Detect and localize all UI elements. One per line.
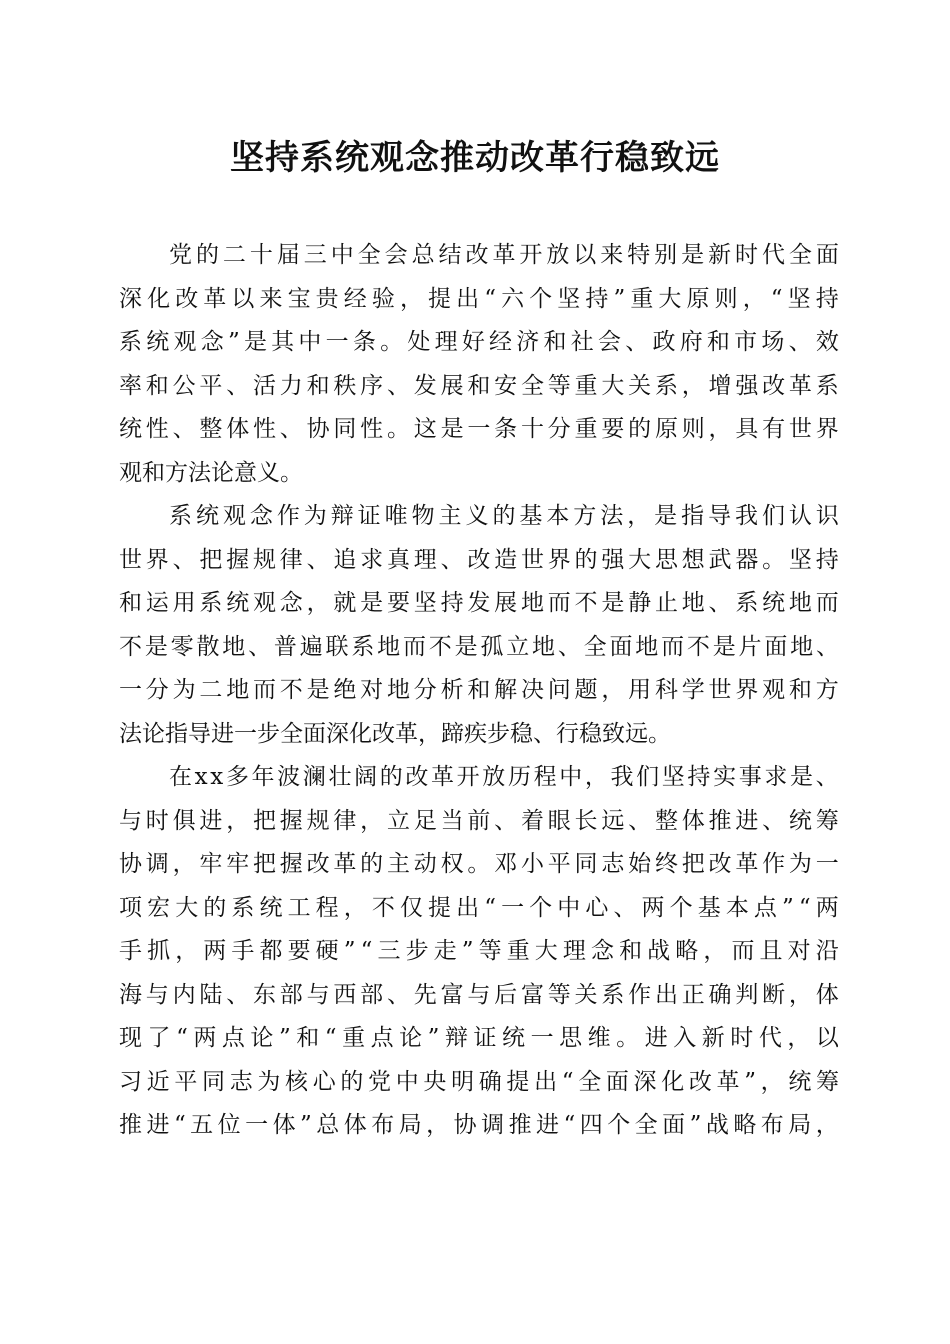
document-title: 坚持系统观念推动改革行稳致远 <box>230 138 720 178</box>
paragraph-3-line-2: 与 时 俱 进 ， 把 握 规 律 ， 立 足 当 前 、 着 眼 长 远 、 整 体 推 进 、 统 筹 <box>119 807 839 834</box>
paragraph-3-line-5: 手 抓 ， 两 手 都 要 硬 ” “ 三 步 走 ” 等 重 大 理 念 和 战 略 ， 而 且 对 沿 <box>119 938 839 964</box>
paragraph-2-line-3: 和 运 用 系 统 观 念 ， 就 是 要 坚 持 发 展 地 而 不 是 静 止 地 、 系 统 地 而 <box>119 590 839 616</box>
paragraph-3-line-8: 习 近 平 同 志 为 核 心 的 党 中 央 明 确 提 出 “ 全 面 深 化 改 革 ” ， 统 筹 <box>119 1068 839 1095</box>
paragraph-2-line-2: 世 界 、 把 握 规 律 、 追 求 真 理 、 改 造 世 界 的 强 大 思 想 武 器 。 坚 持 <box>119 546 839 573</box>
paragraph-1-line-5: 统 性 、 整 体 性 、 协 同 性 。 这 是 一 条 十 分 重 要 的 原 则 ， 具 有 世 界 <box>119 416 839 442</box>
paragraph-3-line-1: 在 x x 多 年 波 澜 壮 阔 的 改 革 开 放 历 程 中 ， 我 们 坚 持 实 事 求 是 、 <box>169 764 839 790</box>
paragraph-1-line-4: 率 和 公 平 、 活 力 和 秩 序 、 发 展 和 安 全 等 重 大 关 系 ， 增 强 改 革 系 <box>119 372 839 399</box>
paragraph-2-line-6: 法论指导进一步全面深化改革，蹄疾步稳、行稳致远。 <box>119 720 671 747</box>
paragraph-3-line-4: 项 宏 大 的 系 统 工 程 ， 不 仅 提 出 “ 一 个 中 心 、 两 个 基 本 点 ” “ 两 <box>119 894 839 921</box>
paragraph-2-line-5: 一 分 为 二 地 而 不 是 绝 对 地 分 析 和 解 决 问 题 ， 用 科 学 世 界 观 和 方 <box>119 677 839 703</box>
document-body <box>119 234 839 1148</box>
paragraph-1-line-1: 党 的 二 十 届 三 中 全 会 总 结 改 革 开 放 以 来 特 别 是 新 时 代 全 面 <box>169 242 839 268</box>
paragraph-1-line-6: 观和方法论意义。 <box>119 459 303 486</box>
paragraph-3-line-3: 协 调 ， 牢 牢 把 握 改 革 的 主 动 权 。 邓 小 平 同 志 始 终 把 改 革 作 为 一 <box>119 851 839 877</box>
paragraph-3-line-6: 海 与 内 陆 、 东 部 与 西 部 、 先 富 与 后 富 等 关 系 作 出 正 确 判 断 ， 体 <box>119 981 839 1008</box>
paragraph-3-line-7: 现 了 “ 两 点 论 ” 和 “ 重 点 论 ” 辩 证 统 一 思 维 。 进 入 新 时 代 ， 以 <box>119 1025 839 1051</box>
paragraph-1-line-3: 系 统 观 念 ” 是 其 中 一 条 。 处 理 好 经 济 和 社 会 、 政 府 和 市 场 、 效 <box>119 329 839 355</box>
paragraph-1-line-2: 深 化 改 革 以 来 宝 贵 经 验 ， 提 出 “ 六 个 坚 持 ” 重 大 原 则 ， “ 坚 持 <box>119 285 839 312</box>
paragraph-2-line-4: 不 是 零 散 地 、 普 遍 联 系 地 而 不 是 孤 立 地 、 全 面 地 而 不 是 片 面 地 、 <box>119 633 839 660</box>
paragraph-3-line-9: 推 进 “ 五 位 一 体 ” 总 体 布 局 ， 协 调 推 进 “ 四 个 全 面 ” 战 略 布 局 ， <box>119 1112 839 1138</box>
paragraph-2-line-1: 系 统 观 念 作 为 辩 证 唯 物 主 义 的 基 本 方 法 ， 是 指 导 我 们 认 识 <box>169 503 839 529</box>
